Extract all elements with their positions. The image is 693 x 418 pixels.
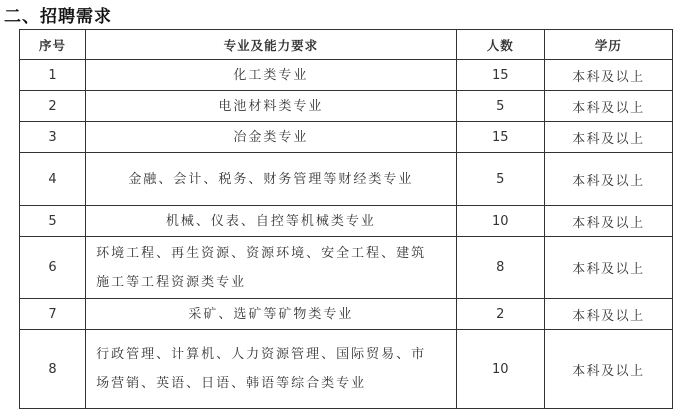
cell-count: 15 <box>456 122 544 153</box>
cell-education: 本科及以上 <box>544 206 672 237</box>
req-line: 金融、会计、税务、财务管理等财经类专业 <box>128 171 414 187</box>
cell-education: 本科及以上 <box>544 153 672 206</box>
cell-no: 6 <box>20 237 86 299</box>
cell-requirements <box>86 153 457 206</box>
cell-requirements <box>86 91 457 122</box>
cell-education: 本科及以上 <box>544 237 672 299</box>
req-line: 行政管理、计算机、人力资源管理、国际贸易、市 <box>96 347 427 362</box>
table-row <box>20 206 673 237</box>
cell-requirements <box>86 206 457 237</box>
req-line: 电池材料类专业 <box>218 98 324 114</box>
cell-count: 10 <box>456 330 544 409</box>
cell-requirements <box>86 237 457 299</box>
req-line: 机械、仪表、自控等机械类专业 <box>165 213 376 229</box>
cell-count: 15 <box>456 60 544 91</box>
cell-requirements <box>86 299 457 330</box>
cell-education: 本科及以上 <box>544 330 672 409</box>
cell-count: 5 <box>456 153 544 206</box>
table-row <box>20 122 673 153</box>
table-row <box>20 60 673 91</box>
header-requirements: 专业及能力要求 <box>86 30 457 60</box>
table-header-row <box>20 30 673 60</box>
cell-count: 2 <box>456 299 544 330</box>
req-line: 环境工程、再生资源、资源环境、安全工程、建筑 <box>96 245 427 261</box>
cell-education: 本科及以上 <box>544 91 672 122</box>
cell-no: 4 <box>20 153 86 206</box>
cell-no: 2 <box>20 91 86 122</box>
cell-no: 8 <box>20 330 86 409</box>
header-education: 学历 <box>544 30 672 60</box>
cell-no: 3 <box>20 122 86 153</box>
cell-requirements <box>86 60 457 91</box>
cell-education: 本科及以上 <box>544 299 672 330</box>
req-line: 化工类专业 <box>233 67 309 83</box>
req-line: 施工等工程资源类专业 <box>96 274 247 290</box>
cell-no: 1 <box>20 60 86 91</box>
cell-no: 5 <box>20 206 86 237</box>
cell-education: 本科及以上 <box>544 60 672 91</box>
header-no: 序号 <box>20 30 86 60</box>
table-row <box>20 330 673 409</box>
section-heading: 二、招聘需求 <box>4 7 112 27</box>
cell-count: 5 <box>456 91 544 122</box>
table-row <box>20 91 673 122</box>
header-count: 人数 <box>456 30 544 60</box>
req-line: 采矿、选矿等矿物类专业 <box>188 306 354 322</box>
cell-no: 7 <box>20 299 86 330</box>
cell-education: 本科及以上 <box>544 122 672 153</box>
cell-requirements <box>86 330 457 409</box>
table-row <box>20 153 673 206</box>
req-line: 冶金类专业 <box>233 129 309 145</box>
cell-count: 8 <box>456 237 544 299</box>
cell-requirements <box>86 122 457 153</box>
req-line: 场营销、英语、日语、韩语等综合类专业 <box>96 376 367 391</box>
recruitment-table <box>19 29 673 409</box>
table-row <box>20 237 673 299</box>
table-row <box>20 299 673 330</box>
cell-count: 10 <box>456 206 544 237</box>
